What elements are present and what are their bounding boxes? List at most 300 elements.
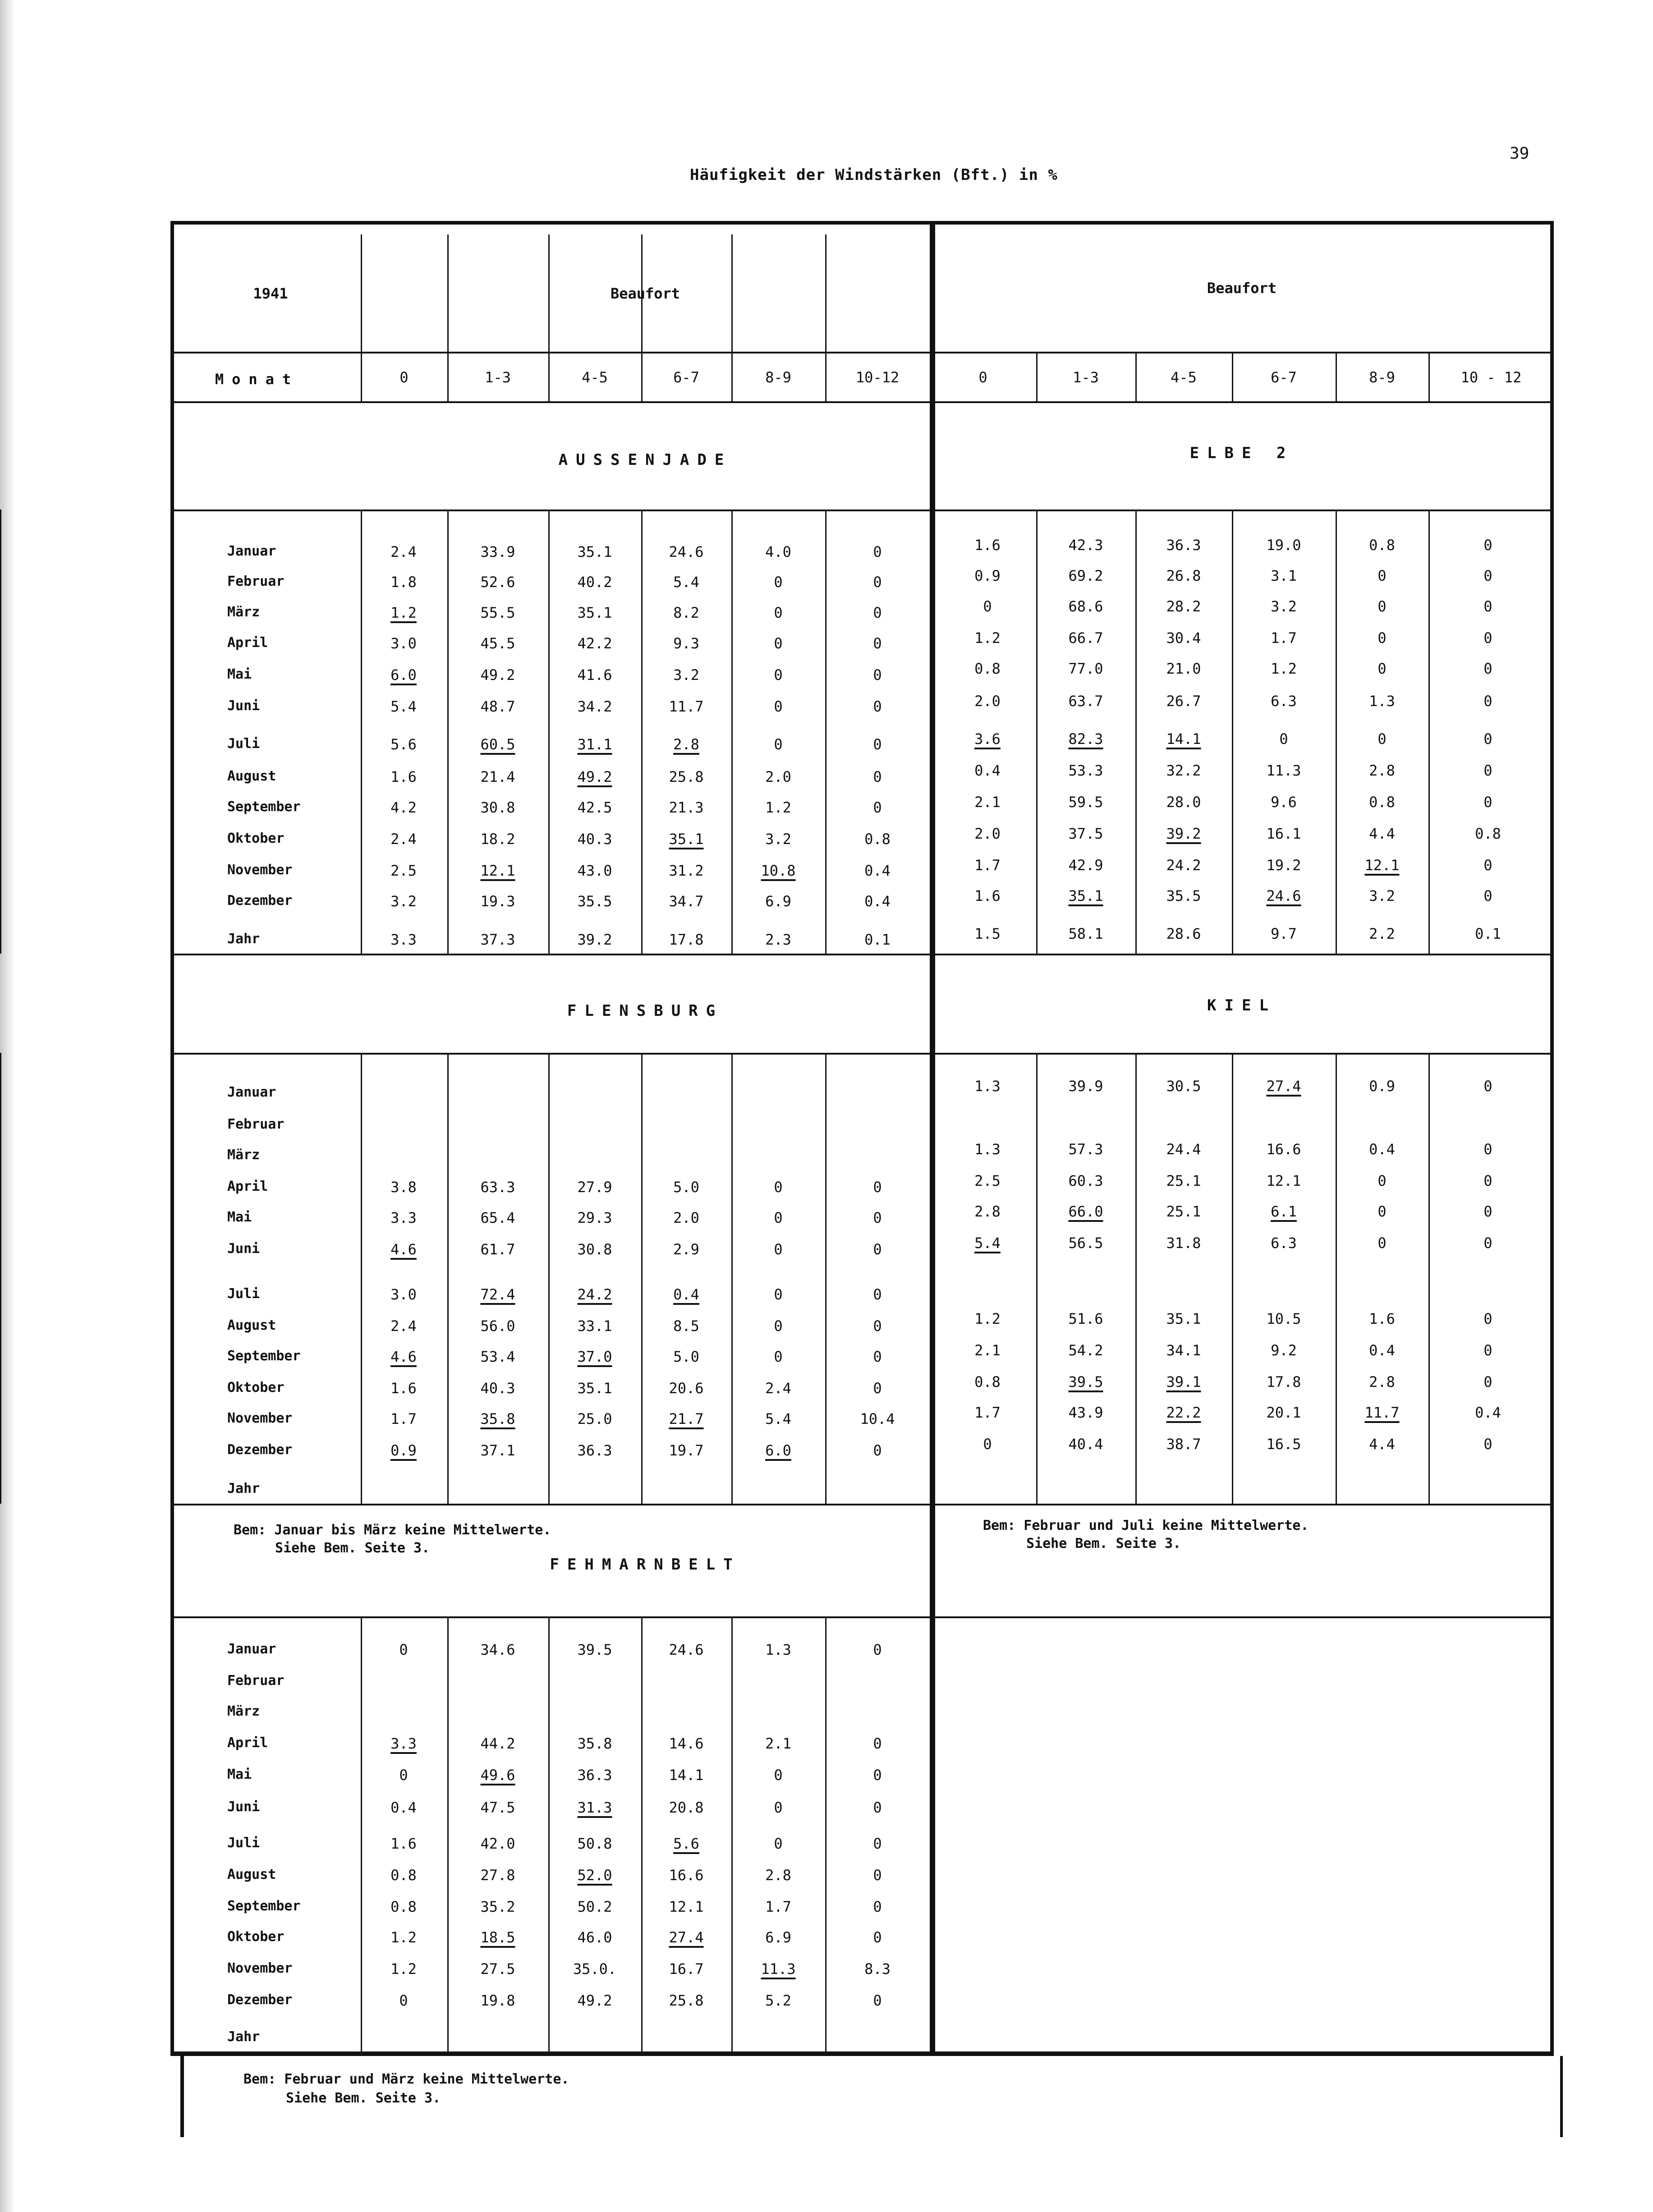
table-cell: 27.9 [577, 1179, 612, 1196]
column-rule [361, 509, 362, 954]
table-cell: 27.8 [480, 1867, 515, 1884]
table-cell: 2.3 [765, 931, 791, 948]
table-cell: 34.6 [480, 1641, 515, 1658]
month-label: Jahr [227, 931, 260, 947]
table-cell: 2.5 [974, 1172, 1001, 1189]
table-cell: 0 [1483, 1310, 1492, 1327]
table-cell: 40.3 [480, 1380, 515, 1397]
row-rule [932, 352, 1552, 353]
table-cell: 22.2 [1166, 1404, 1201, 1421]
table-cell: 24.6 [669, 543, 704, 560]
column-rule [1336, 352, 1337, 401]
table-cell: 0 [873, 604, 882, 621]
table-cell: 6.3 [1271, 693, 1297, 710]
table-cell: 1.8 [390, 574, 417, 591]
table-cell: 27.4 [669, 1929, 704, 1946]
table-cell: 5.4 [390, 698, 417, 715]
table-cell: 3.1 [1271, 567, 1297, 584]
scan-edge-shadow [0, 0, 15, 2212]
table-cell: 1.6 [390, 768, 417, 785]
note-kiel-2: Siehe Bem. Seite 3. [1026, 1536, 1181, 1551]
table-cell: 1.5 [974, 925, 1001, 942]
table-cell: 0 [1483, 1078, 1492, 1095]
table-cell: 43.0 [577, 862, 612, 879]
table-cell: 0 [399, 1641, 408, 1658]
table-cell: 35.1 [577, 1380, 612, 1397]
table-cell: 0 [1279, 730, 1288, 748]
table-cell: 30.8 [480, 799, 515, 816]
table-cell: 46.0 [577, 1929, 612, 1946]
table-cell: 37.3 [480, 931, 515, 948]
month-label: März [227, 1703, 260, 1719]
table-cell: 49.6 [480, 1767, 515, 1784]
table-cell: 1.3 [974, 1078, 1001, 1095]
month-label: Juli [227, 1286, 260, 1302]
table-cell: 14.1 [1166, 730, 1201, 748]
table-cell: 0 [774, 635, 783, 652]
table-cell: 1.7 [390, 1410, 417, 1427]
table-cell: 45.5 [480, 635, 515, 652]
column-rule [1336, 1053, 1337, 1504]
table-cell: 4.2 [390, 799, 417, 816]
table-cell: 1.6 [390, 1380, 417, 1397]
table-cell: 59.5 [1068, 794, 1103, 811]
column-rule [1036, 1053, 1038, 1504]
table-cell: 18.2 [480, 831, 515, 848]
column-header-left: 8-9 [765, 369, 791, 386]
table-cell: 0.8 [390, 1898, 417, 1915]
table-cell: 18.5 [480, 1929, 515, 1946]
table-cell: 0 [873, 1209, 882, 1226]
table-cell: 26.7 [1166, 693, 1201, 710]
table-cell: 17.8 [669, 931, 704, 948]
table-cell: 3.2 [673, 666, 699, 684]
table-cell: 21.7 [669, 1410, 704, 1427]
table-cell: 0 [873, 1442, 882, 1459]
table-cell: 0 [1483, 1373, 1492, 1391]
table-cell: 1.7 [1271, 629, 1297, 647]
row-rule [932, 1053, 1552, 1055]
table-cell: 0 [1378, 660, 1387, 677]
table-cell: 5.6 [673, 1835, 699, 1852]
table-cell: 50.8 [577, 1835, 612, 1852]
table-cell: 1.7 [765, 1898, 791, 1915]
table-cell: 16.5 [1266, 1436, 1301, 1453]
table-cell: 0.9 [974, 567, 1001, 584]
column-rule [548, 352, 550, 401]
month-label: Dezember [227, 893, 293, 909]
table-cell: 0.8 [864, 831, 891, 848]
table-cell: 24.2 [577, 1286, 612, 1303]
column-rule [731, 1616, 733, 2051]
table-cell: 0 [983, 1436, 992, 1453]
table-cell: 27.5 [480, 1960, 515, 1978]
table-cell: 0 [1483, 537, 1492, 554]
beaufort-label-left: Beaufort [610, 285, 680, 302]
table-cell: 0 [774, 666, 783, 684]
table-cell: 6.9 [765, 1929, 791, 1946]
table-cell: 35.5 [577, 893, 612, 910]
table-cell: 0 [774, 1209, 783, 1226]
table-cell: 0 [1378, 1172, 1387, 1189]
column-header-left: 1-3 [485, 369, 511, 386]
table-cell: 0 [873, 1348, 882, 1365]
table-cell: 53.4 [480, 1348, 515, 1365]
table-cell: 0.4 [974, 762, 1001, 779]
table-cell: 33.1 [577, 1317, 612, 1335]
month-label: März [227, 604, 260, 620]
table-cell: 35.0. [573, 1960, 617, 1978]
table-cell: 2.4 [390, 1317, 417, 1335]
month-label: September [227, 1898, 301, 1914]
column-rule [1232, 509, 1233, 954]
table-cell: 56.5 [1068, 1234, 1103, 1252]
table-cell: 9.6 [1271, 794, 1297, 811]
table-cell: 21.0 [1166, 660, 1201, 677]
month-label: Juni [227, 698, 260, 714]
table-cell: 0 [1483, 567, 1492, 584]
month-column-label: Monat [215, 371, 299, 388]
row-rule [174, 1504, 933, 1505]
table-cell: 20.8 [669, 1799, 704, 1816]
table-cell: 32.2 [1166, 762, 1201, 779]
table-cell: 0.8 [1369, 794, 1395, 811]
table-cell: 37.1 [480, 1442, 515, 1459]
table-left-frame [170, 221, 935, 2056]
month-label: Dezember [227, 1442, 293, 1458]
table-cell: 37.0 [577, 1348, 612, 1365]
table-cell: 34.2 [577, 698, 612, 715]
station-name-kiel: KIEL [1207, 996, 1276, 1014]
table-cell: 2.0 [673, 1209, 699, 1226]
table-cell: 0 [983, 598, 992, 615]
column-header-right: 4-5 [1171, 369, 1197, 386]
page-number: 39 [1510, 144, 1529, 163]
table-cell: 11.7 [669, 698, 704, 715]
table-cell: 9.2 [1271, 1342, 1297, 1359]
table-cell: 0 [1378, 598, 1387, 615]
table-cell: 0.4 [1369, 1342, 1395, 1359]
table-cell: 3.6 [974, 730, 1001, 748]
table-cell: 31.1 [577, 736, 612, 753]
month-label: August [227, 1317, 276, 1333]
table-cell: 34.1 [1166, 1342, 1201, 1359]
table-cell: 39.1 [1166, 1373, 1201, 1391]
column-header-right: 10 - 12 [1460, 369, 1522, 386]
column-rule [548, 1616, 550, 2051]
table-cell: 0 [1483, 1172, 1492, 1189]
month-label: Februar [227, 1673, 285, 1689]
table-cell: 35.1 [1166, 1310, 1201, 1327]
month-label: Oktober [227, 1929, 285, 1945]
table-cell: 69.2 [1068, 567, 1103, 584]
table-cell: 1.2 [765, 799, 791, 816]
month-label: März [227, 1147, 260, 1163]
column-header-right: 8-9 [1369, 369, 1395, 386]
column-rule [1036, 509, 1038, 954]
table-cell: 82.3 [1068, 730, 1103, 748]
table-cell: 37.5 [1068, 825, 1103, 842]
table-cell: 2.9 [673, 1241, 699, 1258]
table-cell: 66.7 [1068, 629, 1103, 647]
table-cell: 0.8 [390, 1867, 417, 1884]
table-cell: 0.8 [974, 660, 1001, 677]
table-cell: 0 [873, 698, 882, 715]
table-cell: 0 [1483, 857, 1492, 874]
table-cell: 0 [1483, 598, 1492, 615]
table-cell: 0 [1378, 730, 1387, 748]
table-cell: 1.3 [974, 1141, 1001, 1158]
table-cell: 51.6 [1068, 1310, 1103, 1327]
column-header-right: 1-3 [1073, 369, 1099, 386]
table-cell: 6.3 [1271, 1234, 1297, 1252]
table-cell: 0 [774, 1317, 783, 1335]
column-rule [1135, 1053, 1137, 1504]
table-cell: 0 [1483, 1342, 1492, 1359]
column-rule [447, 509, 449, 954]
table-cell: 56.0 [480, 1317, 515, 1335]
table-cell: 10.5 [1266, 1310, 1301, 1327]
table-cell: 43.9 [1068, 1404, 1103, 1421]
table-cell: 42.9 [1068, 857, 1103, 874]
row-rule [174, 1053, 933, 1055]
table-cell: 77.0 [1068, 660, 1103, 677]
table-cell: 2.1 [974, 1342, 1001, 1359]
table-cell: 72.4 [480, 1286, 515, 1303]
table-cell: 0.4 [864, 862, 891, 879]
table-cell: 0 [1483, 629, 1492, 647]
table-cell: 0 [1378, 1203, 1387, 1220]
table-cell: 1.2 [1271, 660, 1297, 677]
column-rule [1135, 509, 1137, 954]
table-cell: 12.1 [480, 862, 515, 879]
beaufort-label-right: Beaufort [1207, 280, 1277, 297]
table-cell: 26.8 [1166, 567, 1201, 584]
table-cell: 25.0 [577, 1410, 612, 1427]
table-cell: 0.8 [1475, 825, 1501, 842]
table-cell: 0 [873, 666, 882, 684]
table-cell: 52.0 [577, 1867, 612, 1884]
station-name-elbe2: ELBE 2 [1189, 444, 1294, 462]
row-rule [932, 401, 1552, 403]
column-rule [731, 1053, 733, 1504]
station-name-aussenjade: AUSSENJADE [558, 451, 732, 469]
table-cell: 49.2 [480, 666, 515, 684]
row-rule [932, 1504, 1552, 1505]
table-cell: 0 [774, 1179, 783, 1196]
table-cell: 2.2 [1369, 925, 1395, 942]
table-cell: 35.1 [577, 604, 612, 621]
note-flensburg-1: Bem: Januar bis März keine Mittelwerte. [234, 1522, 551, 1538]
table-cell: 36.3 [577, 1767, 612, 1784]
table-cell: 0 [1483, 1436, 1492, 1453]
table-cell: 24.6 [1266, 887, 1301, 904]
table-cell: 0 [873, 1641, 882, 1658]
table-cell: 0 [873, 574, 882, 591]
table-cell: 11.3 [761, 1960, 796, 1978]
table-cell: 0 [1483, 660, 1492, 677]
table-cell: 0.4 [864, 893, 891, 910]
table-cell: 0.4 [1369, 1141, 1395, 1158]
table-cell: 4.6 [390, 1348, 417, 1365]
table-cell: 3.8 [390, 1179, 417, 1196]
table-cell: 25.1 [1166, 1203, 1201, 1220]
table-right-frame [930, 221, 1554, 2056]
table-cell: 55.5 [480, 604, 515, 621]
column-rule [361, 1616, 362, 2051]
table-cell: 0 [873, 635, 882, 652]
note-flensburg-2: Siehe Bem. Seite 3. [275, 1540, 430, 1556]
row-rule [932, 509, 1552, 511]
table-cell: 0 [774, 736, 783, 753]
table-cell: 5.6 [390, 736, 417, 753]
table-cell: 3.0 [390, 1286, 417, 1303]
table-cell: 60.3 [1068, 1172, 1103, 1189]
table-cell: 12.1 [669, 1898, 704, 1915]
table-cell: 17.8 [1266, 1373, 1301, 1391]
table-cell: 0 [399, 1992, 408, 2009]
table-cell: 14.1 [669, 1767, 704, 1784]
table-cell: 2.8 [673, 736, 699, 753]
month-label: November [227, 1410, 293, 1426]
table-cell: 28.2 [1166, 598, 1201, 615]
month-label: April [227, 1735, 268, 1751]
table-cell: 0 [774, 574, 783, 591]
table-cell: 5.4 [673, 574, 699, 591]
table-cell: 6.0 [390, 666, 417, 684]
table-cell: 0 [873, 1735, 882, 1752]
table-cell: 35.2 [480, 1898, 515, 1915]
table-cell: 0.9 [390, 1442, 417, 1459]
table-cell: 34.7 [669, 893, 704, 910]
month-label: Mai [227, 666, 252, 682]
table-cell: 4.4 [1369, 1436, 1395, 1453]
table-cell: 20.1 [1266, 1404, 1301, 1421]
month-label: Juli [227, 1835, 260, 1851]
table-cell: 0.9 [1369, 1078, 1395, 1095]
table-cell: 31.2 [669, 862, 704, 879]
table-cell: 4.4 [1369, 825, 1395, 842]
month-label: April [227, 635, 268, 651]
table-cell: 31.3 [577, 1799, 612, 1816]
table-cell: 0 [1483, 887, 1492, 904]
column-rule [641, 1616, 643, 2051]
table-cell: 6.1 [1271, 1203, 1297, 1220]
table-cell: 36.3 [577, 1442, 612, 1459]
note-kiel-1: Bem: Februar und Juli keine Mittelwerte. [983, 1518, 1309, 1533]
column-rule [825, 352, 826, 401]
note-fehmarnbelt-2: Siehe Bem. Seite 3. [286, 2090, 441, 2106]
table-cell: 1.3 [1369, 693, 1395, 710]
table-cell: 0.8 [974, 1373, 1001, 1391]
table-cell: 35.1 [669, 831, 704, 848]
table-cell: 1.3 [765, 1641, 791, 1658]
table-cell: 0 [399, 1767, 408, 1784]
table-cell: 10.4 [860, 1410, 895, 1427]
table-cell: 1.2 [974, 1310, 1001, 1327]
table-cell: 0 [873, 1835, 882, 1852]
table-cell: 19.3 [480, 893, 515, 910]
month-label: Dezember [227, 1992, 293, 2008]
table-cell: 0 [873, 1799, 882, 1816]
table-cell: 40.2 [577, 574, 612, 591]
table-cell: 24.4 [1166, 1141, 1201, 1158]
table-cell: 35.5 [1166, 887, 1201, 904]
table-cell: 24.6 [669, 1641, 704, 1658]
table-cell: 4.0 [765, 543, 791, 560]
table-cell: 16.7 [669, 1960, 704, 1978]
table-cell: 1.2 [390, 604, 417, 621]
table-cell: 19.0 [1266, 537, 1301, 554]
table-cell: 25.1 [1166, 1172, 1201, 1189]
table-cell: 3.3 [390, 931, 417, 948]
table-cell: 30.4 [1166, 629, 1201, 647]
table-cell: 1.6 [974, 887, 1001, 904]
table-cell: 53.3 [1068, 762, 1103, 779]
month-label: Mai [227, 1767, 252, 1782]
row-rule [174, 352, 933, 353]
table-cell: 0 [774, 1286, 783, 1303]
month-label: Februar [227, 1116, 285, 1132]
table-cell: 65.4 [480, 1209, 515, 1226]
column-rule [447, 1053, 449, 1504]
column-rule [641, 1053, 643, 1504]
column-rule [731, 509, 733, 954]
column-rule [641, 509, 643, 954]
column-header-left: 4-5 [582, 369, 608, 386]
table-cell: 52.6 [480, 574, 515, 591]
column-rule [825, 1616, 826, 2051]
table-cell: 3.2 [1271, 598, 1297, 615]
table-cell: 40.3 [577, 831, 612, 848]
column-rule [1135, 352, 1137, 401]
row-rule [174, 2051, 1554, 2053]
column-header-left: 0 [399, 369, 409, 386]
month-label: Oktober [227, 1380, 285, 1395]
table-cell: 2.8 [974, 1203, 1001, 1220]
table-cell: 0 [1483, 762, 1492, 779]
table-cell: 0 [873, 1286, 882, 1303]
table-cell: 21.4 [480, 768, 515, 785]
table-cell: 66.0 [1068, 1203, 1103, 1220]
month-label: Januar [227, 1084, 276, 1100]
table-cell: 2.8 [765, 1867, 791, 1884]
month-label: Oktober [227, 831, 285, 846]
column-rule [641, 352, 643, 401]
table-cell: 1.6 [1369, 1310, 1395, 1327]
table-cell: 1.2 [974, 629, 1001, 647]
table-cell: 0 [873, 1317, 882, 1335]
table-cell: 42.5 [577, 799, 612, 816]
table-cell: 0 [873, 1867, 882, 1884]
table-cell: 8.5 [673, 1317, 699, 1335]
table-cell: 30.8 [577, 1241, 612, 1258]
table-cell: 0.4 [390, 1799, 417, 1816]
table-cell: 1.6 [974, 537, 1001, 554]
page-title: Häufigkeit der Windstärken (Bft.) in % [690, 166, 1058, 184]
table-cell: 30.5 [1166, 1078, 1201, 1095]
column-rule [0, 1053, 1, 1504]
table-cell: 1.2 [390, 1960, 417, 1978]
month-label: November [227, 862, 293, 878]
table-cell: 25.8 [669, 768, 704, 785]
table-cell: 68.6 [1068, 598, 1103, 615]
table-cell: 25.8 [669, 1992, 704, 2009]
column-header-right: 6-7 [1271, 369, 1297, 386]
column-rule [825, 509, 826, 954]
table-cell: 2.1 [765, 1735, 791, 1752]
month-label: August [227, 1867, 276, 1882]
